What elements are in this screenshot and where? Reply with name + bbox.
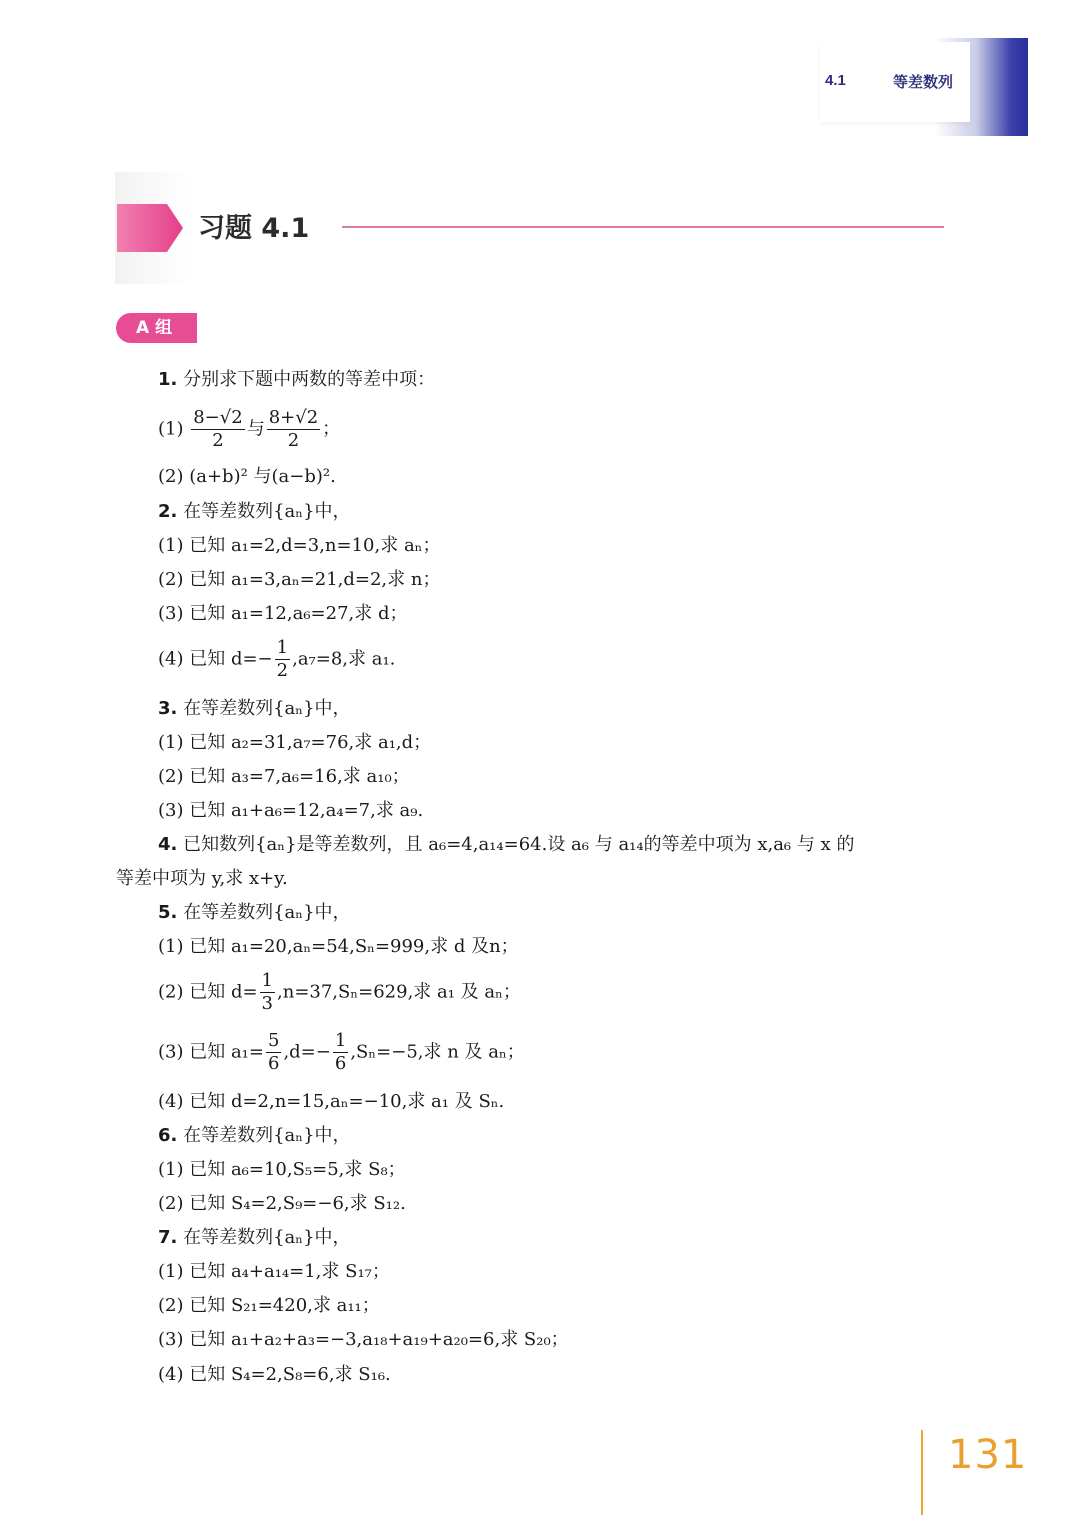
problem-2-part-4: (4) 已知 d=− $\frac{1}{2}$ ,a₇=8,求 a₁. [158,637,396,681]
problem-2-part-3: (3) 已知 a₁=12,a₆=27,求 d； [158,603,408,624]
fraction: $\frac{1}{2}$ [276,637,289,681]
problem-3-part-2: (2) 已知 a₃=7,a₆=16,求 a₁₀； [158,766,410,787]
fraction: $\frac{8+√2}{2}$ [268,407,319,451]
problem-5: 5. 在等差数列{aₙ}中， [158,902,351,923]
fraction: $\frac{5}{6}$ [267,1030,280,1074]
problem-2-part-2: (2) 已知 a₁=3,aₙ=21,d=2,求 n； [158,569,441,590]
problem-2-part-1: (1) 已知 a₁=2,d=3,n=10,求 aₙ； [158,535,441,556]
problem-7-part-3: (3) 已知 a₁+a₂+a₃=−3,a₁₈+a₁₉+a₂₀=6,求 S₂₀； [158,1329,569,1350]
problem-1: 1. 分别求下题中两数的等差中项： [158,369,436,390]
exercise-title: 习题 4.1 [198,213,310,244]
problem-7-part-2: (2) 已知 S₂₁=420,求 a₁₁； [158,1295,380,1316]
problem-5-part-3: (3) 已知 a₁= $\frac{5}{6}$ ,d=− $\frac{1}{6}$ ,Sₙ=−5,求 n 及 aₙ； [158,1030,525,1074]
problem-7-part-1: (1) 已知 a₄+a₁₄=1,求 S₁₇； [158,1261,390,1282]
problem-6-part-2: (2) 已知 S₄=2,S₉=−6,求 S₁₂. [158,1193,406,1214]
fraction: $\frac{1}{6}$ [334,1030,347,1074]
problem-5-part-2: (2) 已知 d= $\frac{1}{3}$ ,n=37,Sₙ=629,求 a₁ 及 aₙ； [158,970,521,1014]
fraction: $\frac{1}{3}$ [261,970,273,1014]
fraction: $\frac{8-√2}{2}$ [193,407,243,451]
problem-5-part-4: (4) 已知 d=2,n=15,aₙ=−10,求 a₁ 及 Sₙ. [158,1091,505,1112]
problem-6: 6. 在等差数列{aₙ}中， [158,1125,351,1146]
page-number: 131 [948,1432,1028,1478]
title-rule [342,226,944,228]
group-badge: A 组 [116,313,197,343]
header-section-number: 4.1 [825,72,846,89]
problem-5-part-1: (1) 已知 a₁=20,aₙ=54,Sₙ=999,求 d 及n； [158,936,519,957]
page-number-rule [921,1430,923,1515]
problem-3: 3. 在等差数列{aₙ}中， [158,698,351,719]
problem-1-part-1: (1) $\frac{8-√2}{2}$ 与 $\frac{8+√2}{2}$ ； [158,407,341,451]
problem-4-continued: 等差中项为 y,求 x+y. [116,868,288,889]
problem-3-part-3: (3) 已知 a₁+a₆=12,a₄=7,求 a₉. [158,800,424,821]
problem-3-part-1: (1) 已知 a₂=31,a₇=76,求 a₁,d； [158,732,432,753]
problem-4: 4. 已知数列{aₙ}是等差数列，且 a₆=4,a₁₄=64.设 a₆ 与 a₁₄的等差中项为 x,a₆ 与 x 的 [158,834,855,855]
section-arrow-icon [117,204,183,252]
problem-2: 2. 在等差数列{aₙ}中， [158,501,351,522]
problem-7-part-4: (4) 已知 S₄=2,S₈=6,求 S₁₆. [158,1364,391,1385]
problem-7: 7. 在等差数列{aₙ}中， [158,1227,351,1248]
header-section-title: 等差数列 [893,73,954,91]
problem-6-part-1: (1) 已知 a₆=10,S₅=5,求 S₈； [158,1159,406,1180]
problem-1-part-2: (2) (a+b)² 与(a−b)². [158,466,336,487]
